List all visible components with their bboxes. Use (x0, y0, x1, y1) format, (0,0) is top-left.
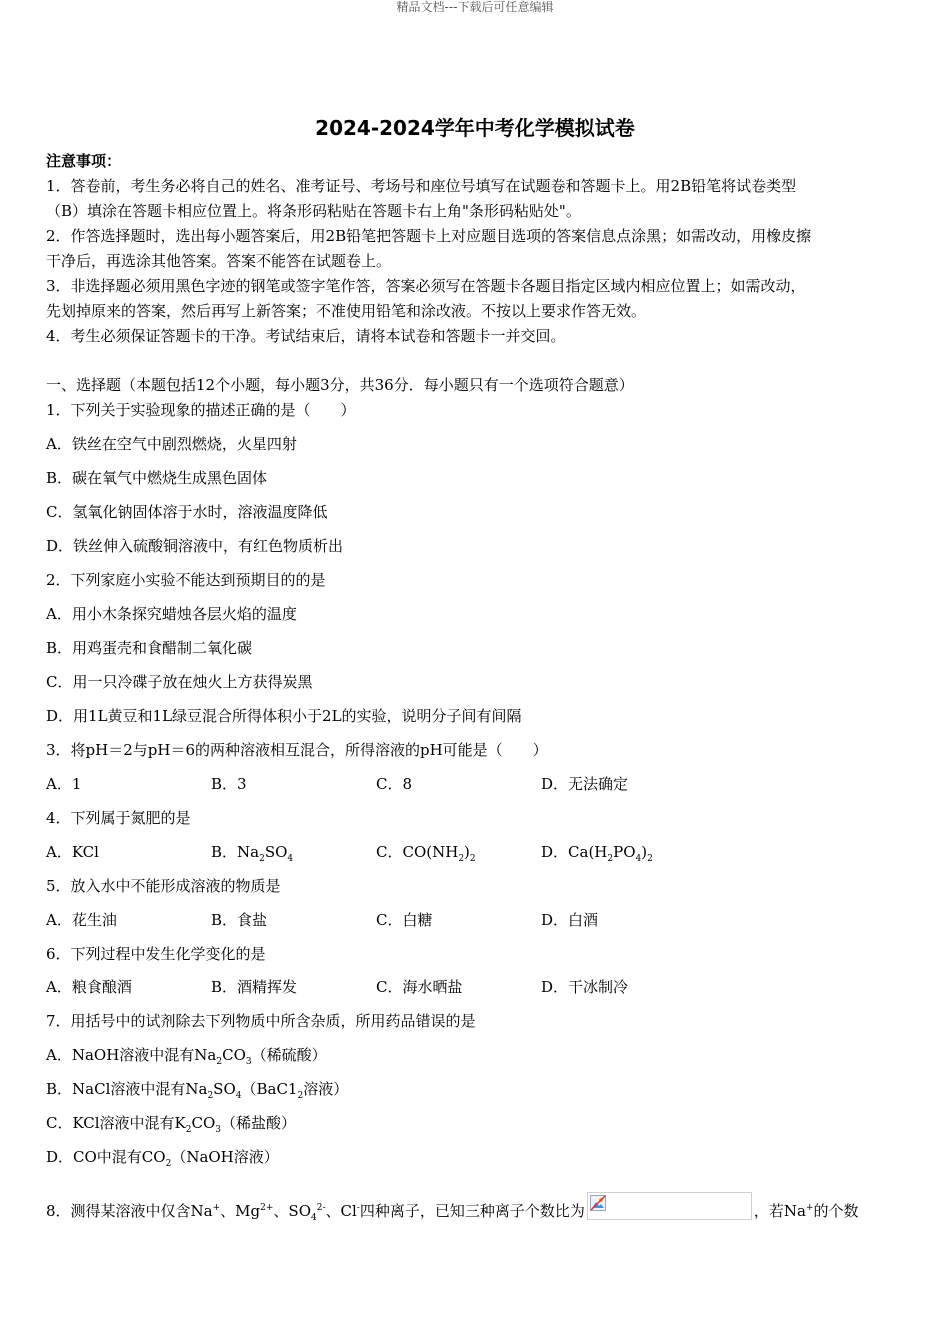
stem-text: 的个数 (813, 1202, 859, 1220)
option-b: B．食盐 (211, 911, 268, 929)
subscript: 4 (287, 854, 294, 864)
question-stem: 4．下列属于氮肥的是 (46, 809, 191, 827)
option-a: A．KCl (46, 843, 99, 861)
notice-line: 先划掉原来的答案，然后再写上新答案；不准使用铅笔和涂改液。不按以上要求作答无效。 (46, 302, 647, 320)
notice-line: 2．作答选择题时，选出每小题答案后，用2B铅笔把答题卡上对应题目选项的答案信息点涂黑；如需改动，用橡皮擦 (46, 227, 812, 245)
option-d: D．用1L黄豆和1L绿豆混合所得体积小于2L的实验，说明分子间有间隔 (46, 707, 522, 725)
formula-text: （稀硫酸） (251, 1046, 327, 1064)
subscript: 4 (311, 1213, 317, 1223)
superscript: + (805, 1203, 814, 1213)
option-d: D．铁丝伸入硫酸铜溶液中，有红色物质析出 (46, 537, 344, 555)
option-d (46, 1147, 279, 1167)
formula-text: PO (613, 843, 636, 861)
formula-text: SO (213, 1080, 236, 1098)
option-b: B．用鸡蛋壳和食醋制二氧化碳 (46, 639, 253, 657)
subscript: 2 (458, 854, 465, 864)
notice-line: 1．答卷前，考生务必将自己的姓名、准考证号、考场号和座位号填写在试题卷和答题卡上。用2B铅笔将试卷类型 (46, 177, 797, 195)
formula-text: B．NaCl溶液中混有Na (46, 1080, 208, 1098)
option-a: A．粮食酿酒 (46, 978, 132, 996)
subscript: 3 (215, 1125, 222, 1135)
option-a: A．1 (46, 775, 82, 793)
formula-text: （BaC1 (241, 1080, 298, 1098)
option-d: D．白酒 (541, 911, 599, 929)
superscript: + (212, 1203, 221, 1213)
notice-line: 干净后，再选涂其他答案。答案不能答在试题卷上。 (46, 252, 392, 270)
superscript: 2+ (260, 1203, 274, 1213)
option-d: D．干冰制冷 (541, 978, 629, 996)
stem-text: 、SO (273, 1202, 311, 1220)
question-stem: 6．下列过程中发生化学变化的是 (46, 945, 266, 963)
subscript: 4 (235, 1091, 242, 1101)
subscript: 2 (297, 1091, 304, 1101)
option-c: C．海水晒盐 (376, 978, 463, 996)
subscript: 2 (607, 854, 614, 864)
question-stem: 1．下列关于实验现象的描述正确的是（ ） (46, 401, 356, 419)
option-c: C．8 (376, 775, 413, 793)
formula-text: （NaOH溶液） (171, 1148, 279, 1166)
notice-line: 4．考生必须保证答题卡的干净。考试结束后，请将本试卷和答题卡一并交回。 (46, 327, 566, 345)
option-a: A．花生油 (46, 911, 117, 929)
stem-text: 、Cl (325, 1202, 357, 1220)
option-c (376, 842, 476, 862)
formula-text: SO (264, 843, 288, 861)
page-title: 2024-2024学年中考化学模拟试卷 (315, 116, 635, 140)
section-heading: 一、选择题（本题包括12个小题，每小题3分，共36分．每小题只有一个选项符合题意） (46, 376, 634, 394)
formula-text: CO (222, 1046, 246, 1064)
superscript: - (356, 1203, 360, 1213)
option-c (46, 1113, 296, 1133)
option-b: B．酒精挥发 (211, 978, 298, 996)
page-header: 精品文档---下载后可任意编辑 (396, 0, 554, 14)
formula-text: A．NaOH溶液中混有Na (46, 1046, 217, 1064)
option-b (211, 842, 293, 862)
stem-text: ，若Na (753, 1202, 806, 1220)
formula-text: B．Na (211, 843, 260, 861)
option-c: C．用一只冷碟子放在烛火上方获得炭黑 (46, 673, 313, 691)
subscript: 2 (185, 1125, 192, 1135)
broken-image-placeholder (587, 1192, 752, 1220)
subscript: 3 (245, 1057, 252, 1067)
formula-text: （稀盐酸） (221, 1114, 297, 1132)
subscript: 2 (207, 1091, 214, 1101)
subscript: 2 (165, 1159, 172, 1169)
question-stem: 3．将pH＝2与pH＝6的两种溶液相互混合，所得溶液的pH可能是（ ） (46, 741, 548, 759)
formula-text: ) (464, 843, 470, 861)
option-c: C．氢氧化钠固体溶于水时，溶液温度降低 (46, 503, 328, 521)
notice-line: （B）填涂在答题卡相应位置上。将条形码粘贴在答题卡右上角"条形码粘贴处"。 (46, 202, 581, 220)
subscript: 2 (259, 854, 265, 864)
formula-text: ) (641, 843, 648, 861)
notice-line: 3．非选择题必须用黑色字迹的钢笔或签字笔作答，答案必须写在答题卡各题目指定区域内相应位置上；如需改动， (46, 277, 806, 295)
option-a: A．用小木条探究蜡烛各层火焰的温度 (46, 605, 297, 623)
formula-text: C．CO(NH (376, 843, 459, 861)
subscript: 2 (216, 1057, 223, 1067)
question-stem: 2．下列家庭小实验不能达到预期目的的是 (46, 571, 326, 589)
option-d (541, 842, 653, 862)
subscript: 4 (635, 854, 642, 864)
option-a: A．铁丝在空气中剧烈燃烧，火星四射 (46, 435, 297, 453)
stem-text: 、Mg (220, 1202, 261, 1220)
formula-text: C．KCl溶液中混有K (46, 1114, 186, 1132)
stem-text: 8．测得某溶液中仅含Na (46, 1202, 213, 1220)
option-b: B．3 (211, 775, 247, 793)
subscript: 2 (647, 854, 653, 864)
option-b (46, 1079, 348, 1099)
stem-text: 四种离子，已知三种离子个数比为 (359, 1202, 585, 1220)
option-a (46, 1045, 327, 1065)
question-stem: 5．放入水中不能形成溶液的物质是 (46, 877, 281, 895)
question-stem: 7．用括号中的试剂除去下列物质中所含杂质，所用药品错误的是 (46, 1012, 476, 1030)
option-d: D．无法确定 (541, 775, 629, 793)
broken-image-icon (590, 1195, 606, 1211)
formula-text: D．CO中混有CO (46, 1148, 166, 1166)
formula-text: 溶液） (303, 1080, 349, 1098)
notice-heading: 注意事项： (46, 152, 122, 170)
subscript: 2 (469, 854, 476, 864)
formula-text: CO (191, 1114, 216, 1132)
option-c: C．白糖 (376, 911, 433, 929)
formula-text: D．Ca(H (541, 843, 608, 861)
superscript: 2- (316, 1203, 326, 1213)
option-b: B．碳在氧气中燃烧生成黑色固体 (46, 469, 268, 487)
question-stem (46, 1192, 859, 1221)
